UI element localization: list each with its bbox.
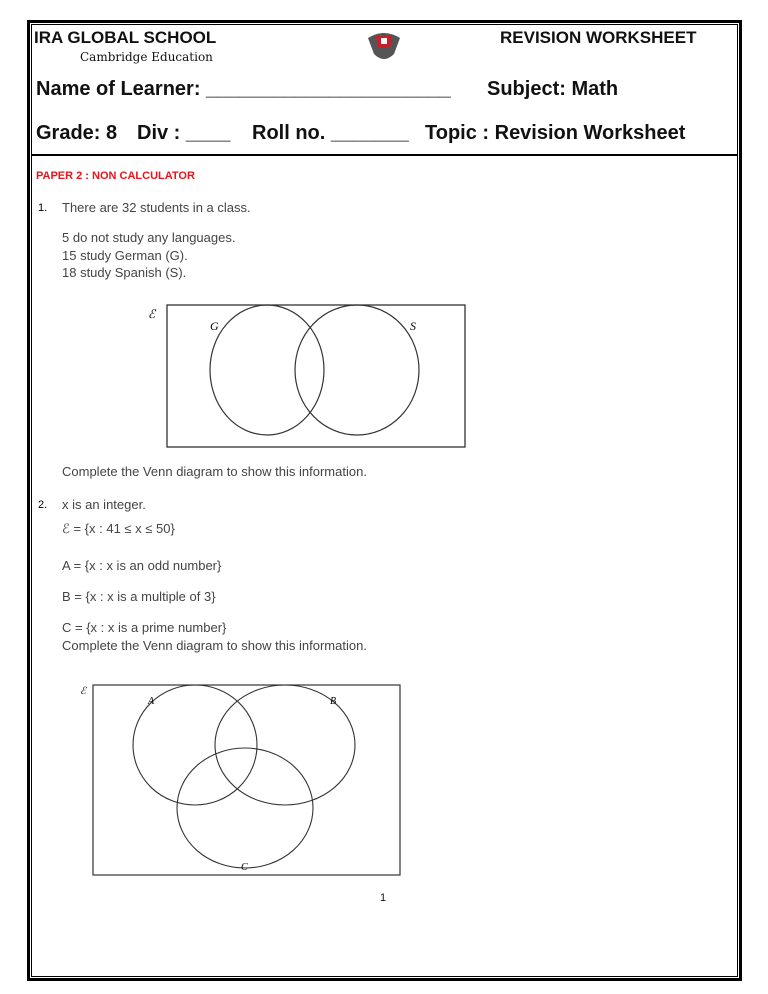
universal-label: ℰ — [148, 307, 156, 321]
q1-line: 5 do not study any languages. — [62, 230, 236, 245]
divider — [31, 154, 738, 156]
a-label: A — [148, 696, 155, 707]
q2-intro: x is an integer. — [62, 497, 146, 512]
grade-label: Grade: 8 — [36, 122, 118, 144]
q1-line: 15 study German (G). — [62, 248, 188, 263]
q1-line: 18 study Spanish (S). — [62, 265, 187, 280]
learner-name-field[interactable]: Name of Learner: ______________________ — [36, 78, 451, 100]
tagline: Cambridge Education — [80, 50, 213, 64]
school-logo — [364, 30, 404, 64]
div-field[interactable]: Div : ____ — [137, 122, 231, 144]
q1-intro: There are 32 students in a class. — [62, 200, 251, 215]
q2-instruction: Complete the Venn diagram to show this information. — [62, 638, 367, 653]
venn-diagram-1 — [140, 300, 480, 455]
paper-label: PAPER 2 : NON CALCULATOR — [36, 170, 195, 182]
topic-label: Topic : Revision Worksheet — [425, 122, 686, 144]
doc-type: REVISION WORKSHEET — [500, 28, 697, 47]
universal-label: ℰ — [80, 686, 87, 697]
q2-set: ℰ = {x : 41 ≤ x ≤ 50} — [62, 521, 175, 536]
q1-number: 1. — [38, 202, 48, 214]
q1-instruction: Complete the Venn diagram to show this information. — [62, 464, 367, 479]
page-number: 1 — [380, 892, 387, 904]
q2-set: C = {x : x is a prime number} — [62, 620, 227, 635]
roll-field[interactable]: Roll no. _______ — [252, 122, 409, 144]
venn-diagram-2 — [75, 680, 410, 880]
g-label: G — [210, 319, 219, 333]
c-label: C — [241, 862, 248, 873]
q2-set: B = {x : x is a multiple of 3} — [62, 589, 216, 604]
q2-set: A = {x : x is an odd number} — [62, 558, 222, 573]
b-label: B — [330, 696, 337, 707]
q2-number: 2. — [38, 499, 48, 511]
subject-label: Subject: Math — [487, 78, 619, 100]
school-name: IRA GLOBAL SCHOOL — [34, 28, 217, 47]
s-label: S — [410, 319, 416, 333]
